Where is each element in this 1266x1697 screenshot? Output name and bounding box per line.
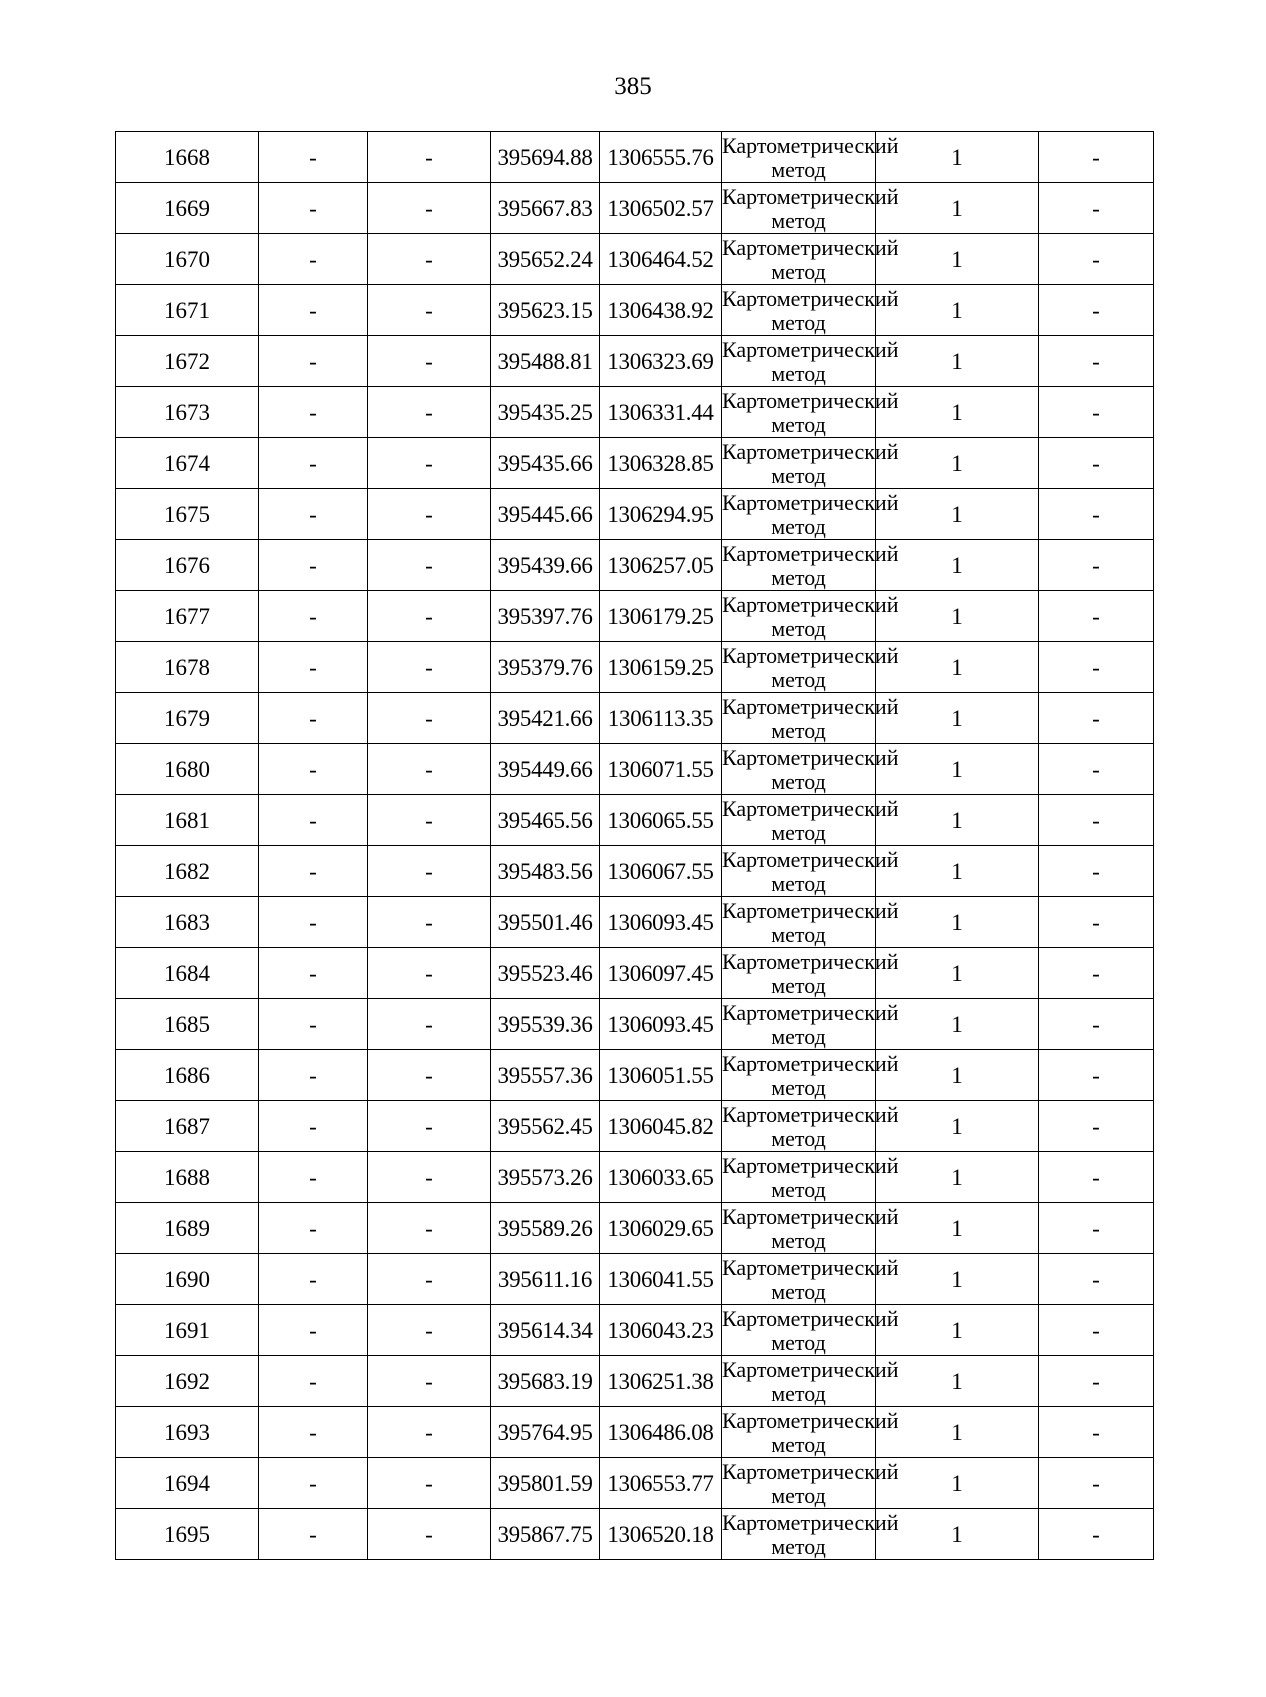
- method-cell: [722, 744, 899, 795]
- method-cell: [722, 132, 899, 183]
- table-row: [116, 744, 1154, 795]
- method-text: Картометрический метод: [722, 745, 899, 794]
- accuracy-cell: 1: [876, 1050, 1039, 1101]
- description-cell: -: [1039, 744, 1154, 795]
- method-text: Картометрический метод: [722, 1102, 899, 1151]
- point-number-cell: 1689: [116, 1203, 259, 1254]
- empty-cell-2: -: [368, 234, 491, 285]
- description-cell: -: [1039, 795, 1154, 846]
- empty-cell-2: -: [368, 1407, 491, 1458]
- table-row: [116, 1152, 1154, 1203]
- accuracy-cell: 1: [876, 183, 1039, 234]
- method-text: Картометрический метод: [722, 439, 899, 488]
- point-number-cell: 1693: [116, 1407, 259, 1458]
- x-coordinate-cell: 395667.83: [491, 183, 600, 234]
- method-text: Картометрический метод: [722, 286, 899, 335]
- description-cell: -: [1039, 1305, 1154, 1356]
- empty-cell-2: -: [368, 1356, 491, 1407]
- x-coordinate-cell: 395614.34: [491, 1305, 600, 1356]
- description-cell: -: [1039, 387, 1154, 438]
- point-number-cell: 1672: [116, 336, 259, 387]
- x-coordinate-cell: 395483.56: [491, 846, 600, 897]
- accuracy-cell: 1: [876, 285, 1039, 336]
- description-cell: -: [1039, 591, 1154, 642]
- description-cell: -: [1039, 642, 1154, 693]
- accuracy-cell: 1: [876, 591, 1039, 642]
- empty-cell-2: -: [368, 999, 491, 1050]
- y-coordinate-cell: 1306553.77: [600, 1458, 722, 1509]
- empty-cell-1: -: [259, 1407, 368, 1458]
- empty-cell-2: -: [368, 1152, 491, 1203]
- method-cell: [722, 1203, 899, 1254]
- accuracy-cell: 1: [876, 999, 1039, 1050]
- y-coordinate-cell: 1306179.25: [600, 591, 722, 642]
- empty-cell-1: -: [259, 1101, 368, 1152]
- method-text: Картометрический метод: [722, 1408, 899, 1457]
- accuracy-cell: 1: [876, 846, 1039, 897]
- description-cell: -: [1039, 948, 1154, 999]
- empty-cell-1: -: [259, 540, 368, 591]
- x-coordinate-cell: 395801.59: [491, 1458, 600, 1509]
- method-cell: [722, 1101, 899, 1152]
- point-number-cell: 1679: [116, 693, 259, 744]
- page-number: 385: [614, 73, 652, 100]
- x-coordinate-cell: 395557.36: [491, 1050, 600, 1101]
- accuracy-cell: 1: [876, 1152, 1039, 1203]
- table-row: [116, 1050, 1154, 1101]
- method-cell: [722, 489, 899, 540]
- method-cell: [722, 591, 899, 642]
- method-cell: [722, 642, 899, 693]
- y-coordinate-cell: 1306071.55: [600, 744, 722, 795]
- description-cell: -: [1039, 234, 1154, 285]
- empty-cell-2: -: [368, 336, 491, 387]
- method-text: Картометрический метод: [722, 541, 899, 590]
- table-row: [116, 897, 1154, 948]
- point-number-cell: 1686: [116, 1050, 259, 1101]
- method-cell: [722, 1458, 899, 1509]
- method-cell: [722, 999, 899, 1050]
- empty-cell-1: -: [259, 234, 368, 285]
- accuracy-cell: 1: [876, 1458, 1039, 1509]
- accuracy-cell: 1: [876, 642, 1039, 693]
- y-coordinate-cell: 1306502.57: [600, 183, 722, 234]
- method-text: Картометрический метод: [722, 847, 899, 896]
- table-body: [116, 132, 1154, 1560]
- point-number-cell: 1682: [116, 846, 259, 897]
- empty-cell-2: -: [368, 897, 491, 948]
- empty-cell-1: -: [259, 1458, 368, 1509]
- table-row: [116, 1356, 1154, 1407]
- method-text: Картометрический метод: [722, 1051, 899, 1100]
- x-coordinate-cell: 395501.46: [491, 897, 600, 948]
- y-coordinate-cell: 1306257.05: [600, 540, 722, 591]
- point-number-cell: 1671: [116, 285, 259, 336]
- point-number-cell: 1678: [116, 642, 259, 693]
- description-cell: -: [1039, 897, 1154, 948]
- method-cell: [722, 1050, 899, 1101]
- x-coordinate-cell: 395435.25: [491, 387, 600, 438]
- empty-cell-2: -: [368, 591, 491, 642]
- method-text: Картометрический метод: [722, 1306, 899, 1355]
- point-number-cell: 1691: [116, 1305, 259, 1356]
- method-cell: [722, 387, 899, 438]
- point-number-cell: 1681: [116, 795, 259, 846]
- y-coordinate-cell: 1306331.44: [600, 387, 722, 438]
- x-coordinate-cell: 395439.66: [491, 540, 600, 591]
- accuracy-cell: 1: [876, 1101, 1039, 1152]
- description-cell: -: [1039, 846, 1154, 897]
- accuracy-cell: 1: [876, 1407, 1039, 1458]
- point-number-cell: 1670: [116, 234, 259, 285]
- method-text: Картометрический метод: [722, 235, 899, 284]
- description-cell: -: [1039, 1254, 1154, 1305]
- empty-cell-1: -: [259, 693, 368, 744]
- table-row: [116, 489, 1154, 540]
- method-text: Картометрический метод: [722, 898, 899, 947]
- table-row: [116, 336, 1154, 387]
- method-cell: [722, 897, 899, 948]
- accuracy-cell: 1: [876, 948, 1039, 999]
- method-text: Картометрический метод: [722, 592, 899, 641]
- y-coordinate-cell: 1306486.08: [600, 1407, 722, 1458]
- description-cell: -: [1039, 1203, 1154, 1254]
- method-text: Картометрический метод: [722, 490, 899, 539]
- empty-cell-2: -: [368, 1305, 491, 1356]
- table-row: [116, 234, 1154, 285]
- y-coordinate-cell: 1306051.55: [600, 1050, 722, 1101]
- empty-cell-1: -: [259, 999, 368, 1050]
- point-number-cell: 1669: [116, 183, 259, 234]
- empty-cell-1: -: [259, 387, 368, 438]
- accuracy-cell: 1: [876, 234, 1039, 285]
- empty-cell-2: -: [368, 1509, 491, 1560]
- empty-cell-1: -: [259, 948, 368, 999]
- x-coordinate-cell: 395573.26: [491, 1152, 600, 1203]
- point-number-cell: 1674: [116, 438, 259, 489]
- y-coordinate-cell: 1306067.55: [600, 846, 722, 897]
- y-coordinate-cell: 1306041.55: [600, 1254, 722, 1305]
- accuracy-cell: 1: [876, 540, 1039, 591]
- point-number-cell: 1695: [116, 1509, 259, 1560]
- empty-cell-2: -: [368, 948, 491, 999]
- y-coordinate-cell: 1306033.65: [600, 1152, 722, 1203]
- x-coordinate-cell: 395611.16: [491, 1254, 600, 1305]
- empty-cell-2: -: [368, 387, 491, 438]
- empty-cell-1: -: [259, 744, 368, 795]
- description-cell: -: [1039, 183, 1154, 234]
- x-coordinate-cell: 395488.81: [491, 336, 600, 387]
- description-cell: -: [1039, 693, 1154, 744]
- description-cell: -: [1039, 336, 1154, 387]
- method-cell: [722, 336, 899, 387]
- method-text: Картометрический метод: [722, 1000, 899, 1049]
- point-number-cell: 1680: [116, 744, 259, 795]
- point-number-cell: 1684: [116, 948, 259, 999]
- method-text: Картометрический метод: [722, 388, 899, 437]
- accuracy-cell: 1: [876, 438, 1039, 489]
- table-row: [116, 642, 1154, 693]
- empty-cell-2: -: [368, 1458, 491, 1509]
- method-cell: [722, 1407, 899, 1458]
- empty-cell-1: -: [259, 285, 368, 336]
- empty-cell-2: -: [368, 1254, 491, 1305]
- table-row: [116, 1254, 1154, 1305]
- empty-cell-2: -: [368, 285, 491, 336]
- method-cell: [722, 1254, 899, 1305]
- description-cell: -: [1039, 438, 1154, 489]
- y-coordinate-cell: 1306093.45: [600, 897, 722, 948]
- method-text: Картометрический метод: [722, 1510, 899, 1559]
- table-row: [116, 591, 1154, 642]
- method-cell: [722, 438, 899, 489]
- method-cell: [722, 846, 899, 897]
- method-text: Картометрический метод: [722, 643, 899, 692]
- point-number-cell: 1673: [116, 387, 259, 438]
- point-number-cell: 1677: [116, 591, 259, 642]
- description-cell: -: [1039, 1101, 1154, 1152]
- method-text: Картометрический метод: [722, 337, 899, 386]
- accuracy-cell: 1: [876, 795, 1039, 846]
- method-text: Картометрический метод: [722, 1153, 899, 1202]
- accuracy-cell: 1: [876, 387, 1039, 438]
- table-row: [116, 693, 1154, 744]
- y-coordinate-cell: 1306323.69: [600, 336, 722, 387]
- accuracy-cell: 1: [876, 489, 1039, 540]
- description-cell: -: [1039, 999, 1154, 1050]
- empty-cell-1: -: [259, 1254, 368, 1305]
- y-coordinate-cell: 1306294.95: [600, 489, 722, 540]
- method-text: Картометрический метод: [722, 1255, 899, 1304]
- y-coordinate-cell: 1306045.82: [600, 1101, 722, 1152]
- empty-cell-1: -: [259, 132, 368, 183]
- y-coordinate-cell: 1306097.45: [600, 948, 722, 999]
- table-row: [116, 438, 1154, 489]
- point-number-cell: 1668: [116, 132, 259, 183]
- table-row: [116, 285, 1154, 336]
- table-row: [116, 795, 1154, 846]
- description-cell: -: [1039, 132, 1154, 183]
- x-coordinate-cell: 395379.76: [491, 642, 600, 693]
- empty-cell-2: -: [368, 795, 491, 846]
- empty-cell-1: -: [259, 642, 368, 693]
- method-text: Картометрический метод: [722, 1204, 899, 1253]
- point-number-cell: 1688: [116, 1152, 259, 1203]
- x-coordinate-cell: 395764.95: [491, 1407, 600, 1458]
- x-coordinate-cell: 395683.19: [491, 1356, 600, 1407]
- accuracy-cell: 1: [876, 1509, 1039, 1560]
- x-coordinate-cell: 395694.88: [491, 132, 600, 183]
- empty-cell-1: -: [259, 1305, 368, 1356]
- method-cell: [722, 285, 899, 336]
- table-row: [116, 1509, 1154, 1560]
- accuracy-cell: 1: [876, 1305, 1039, 1356]
- table-row: [116, 1101, 1154, 1152]
- x-coordinate-cell: 395523.46: [491, 948, 600, 999]
- table-row: [116, 1407, 1154, 1458]
- point-number-cell: 1683: [116, 897, 259, 948]
- y-coordinate-cell: 1306328.85: [600, 438, 722, 489]
- x-coordinate-cell: 395445.66: [491, 489, 600, 540]
- empty-cell-1: -: [259, 897, 368, 948]
- x-coordinate-cell: 395539.36: [491, 999, 600, 1050]
- accuracy-cell: 1: [876, 1356, 1039, 1407]
- x-coordinate-cell: 395562.45: [491, 1101, 600, 1152]
- point-number-cell: 1692: [116, 1356, 259, 1407]
- y-coordinate-cell: 1306113.35: [600, 693, 722, 744]
- method-text: Картометрический метод: [722, 1459, 899, 1508]
- empty-cell-2: -: [368, 438, 491, 489]
- table-row: [116, 1305, 1154, 1356]
- method-cell: [722, 234, 899, 285]
- point-number-cell: 1675: [116, 489, 259, 540]
- method-text: Картометрический метод: [722, 184, 899, 233]
- empty-cell-1: -: [259, 489, 368, 540]
- y-coordinate-cell: 1306043.23: [600, 1305, 722, 1356]
- y-coordinate-cell: 1306093.45: [600, 999, 722, 1050]
- empty-cell-1: -: [259, 438, 368, 489]
- empty-cell-1: -: [259, 1203, 368, 1254]
- accuracy-cell: 1: [876, 693, 1039, 744]
- table-row: [116, 948, 1154, 999]
- accuracy-cell: 1: [876, 1203, 1039, 1254]
- point-number-cell: 1687: [116, 1101, 259, 1152]
- description-cell: -: [1039, 1458, 1154, 1509]
- method-text: Картометрический метод: [722, 133, 899, 182]
- x-coordinate-cell: 395435.66: [491, 438, 600, 489]
- method-text: Картометрический метод: [722, 1357, 899, 1406]
- table-row: [116, 999, 1154, 1050]
- empty-cell-1: -: [259, 1050, 368, 1101]
- description-cell: -: [1039, 1152, 1154, 1203]
- y-coordinate-cell: 1306438.92: [600, 285, 722, 336]
- x-coordinate-cell: 395397.76: [491, 591, 600, 642]
- method-cell: [722, 948, 899, 999]
- method-cell: [722, 795, 899, 846]
- table-row: [116, 183, 1154, 234]
- method-cell: [722, 183, 899, 234]
- method-text: Картометрический метод: [722, 694, 899, 743]
- empty-cell-1: -: [259, 1356, 368, 1407]
- empty-cell-2: -: [368, 846, 491, 897]
- method-cell: [722, 540, 899, 591]
- empty-cell-2: -: [368, 1101, 491, 1152]
- y-coordinate-cell: 1306029.65: [600, 1203, 722, 1254]
- y-coordinate-cell: 1306065.55: [600, 795, 722, 846]
- empty-cell-2: -: [368, 183, 491, 234]
- y-coordinate-cell: 1306464.52: [600, 234, 722, 285]
- table-row: [116, 1458, 1154, 1509]
- x-coordinate-cell: 395652.24: [491, 234, 600, 285]
- table-row: [116, 387, 1154, 438]
- description-cell: -: [1039, 1509, 1154, 1560]
- accuracy-cell: 1: [876, 132, 1039, 183]
- x-coordinate-cell: 395449.66: [491, 744, 600, 795]
- method-cell: [722, 1509, 899, 1560]
- description-cell: -: [1039, 285, 1154, 336]
- empty-cell-1: -: [259, 795, 368, 846]
- method-cell: [722, 1305, 899, 1356]
- coordinates-table: [115, 131, 1154, 1560]
- empty-cell-2: -: [368, 132, 491, 183]
- empty-cell-2: -: [368, 642, 491, 693]
- method-cell: [722, 1356, 899, 1407]
- accuracy-cell: 1: [876, 336, 1039, 387]
- point-number-cell: 1690: [116, 1254, 259, 1305]
- x-coordinate-cell: 395421.66: [491, 693, 600, 744]
- x-coordinate-cell: 395589.26: [491, 1203, 600, 1254]
- table-row: [116, 846, 1154, 897]
- method-cell: [722, 1152, 899, 1203]
- accuracy-cell: 1: [876, 744, 1039, 795]
- accuracy-cell: 1: [876, 1254, 1039, 1305]
- empty-cell-1: -: [259, 336, 368, 387]
- x-coordinate-cell: 395867.75: [491, 1509, 600, 1560]
- empty-cell-1: -: [259, 846, 368, 897]
- empty-cell-1: -: [259, 1509, 368, 1560]
- y-coordinate-cell: 1306520.18: [600, 1509, 722, 1560]
- point-number-cell: 1676: [116, 540, 259, 591]
- point-number-cell: 1694: [116, 1458, 259, 1509]
- y-coordinate-cell: 1306251.38: [600, 1356, 722, 1407]
- empty-cell-1: -: [259, 1152, 368, 1203]
- description-cell: -: [1039, 1356, 1154, 1407]
- description-cell: -: [1039, 540, 1154, 591]
- empty-cell-2: -: [368, 1050, 491, 1101]
- y-coordinate-cell: 1306555.76: [600, 132, 722, 183]
- table-row: [116, 1203, 1154, 1254]
- table-row: [116, 540, 1154, 591]
- description-cell: -: [1039, 489, 1154, 540]
- accuracy-cell: 1: [876, 897, 1039, 948]
- x-coordinate-cell: 395623.15: [491, 285, 600, 336]
- empty-cell-2: -: [368, 489, 491, 540]
- y-coordinate-cell: 1306159.25: [600, 642, 722, 693]
- empty-cell-1: -: [259, 183, 368, 234]
- method-cell: [722, 693, 899, 744]
- empty-cell-2: -: [368, 693, 491, 744]
- empty-cell-1: -: [259, 591, 368, 642]
- description-cell: -: [1039, 1050, 1154, 1101]
- method-text: Картометрический метод: [722, 796, 899, 845]
- point-number-cell: 1685: [116, 999, 259, 1050]
- empty-cell-2: -: [368, 744, 491, 795]
- empty-cell-2: -: [368, 540, 491, 591]
- description-cell: -: [1039, 1407, 1154, 1458]
- x-coordinate-cell: 395465.56: [491, 795, 600, 846]
- method-text: Картометрический метод: [722, 949, 899, 998]
- empty-cell-2: -: [368, 1203, 491, 1254]
- table-row: [116, 132, 1154, 183]
